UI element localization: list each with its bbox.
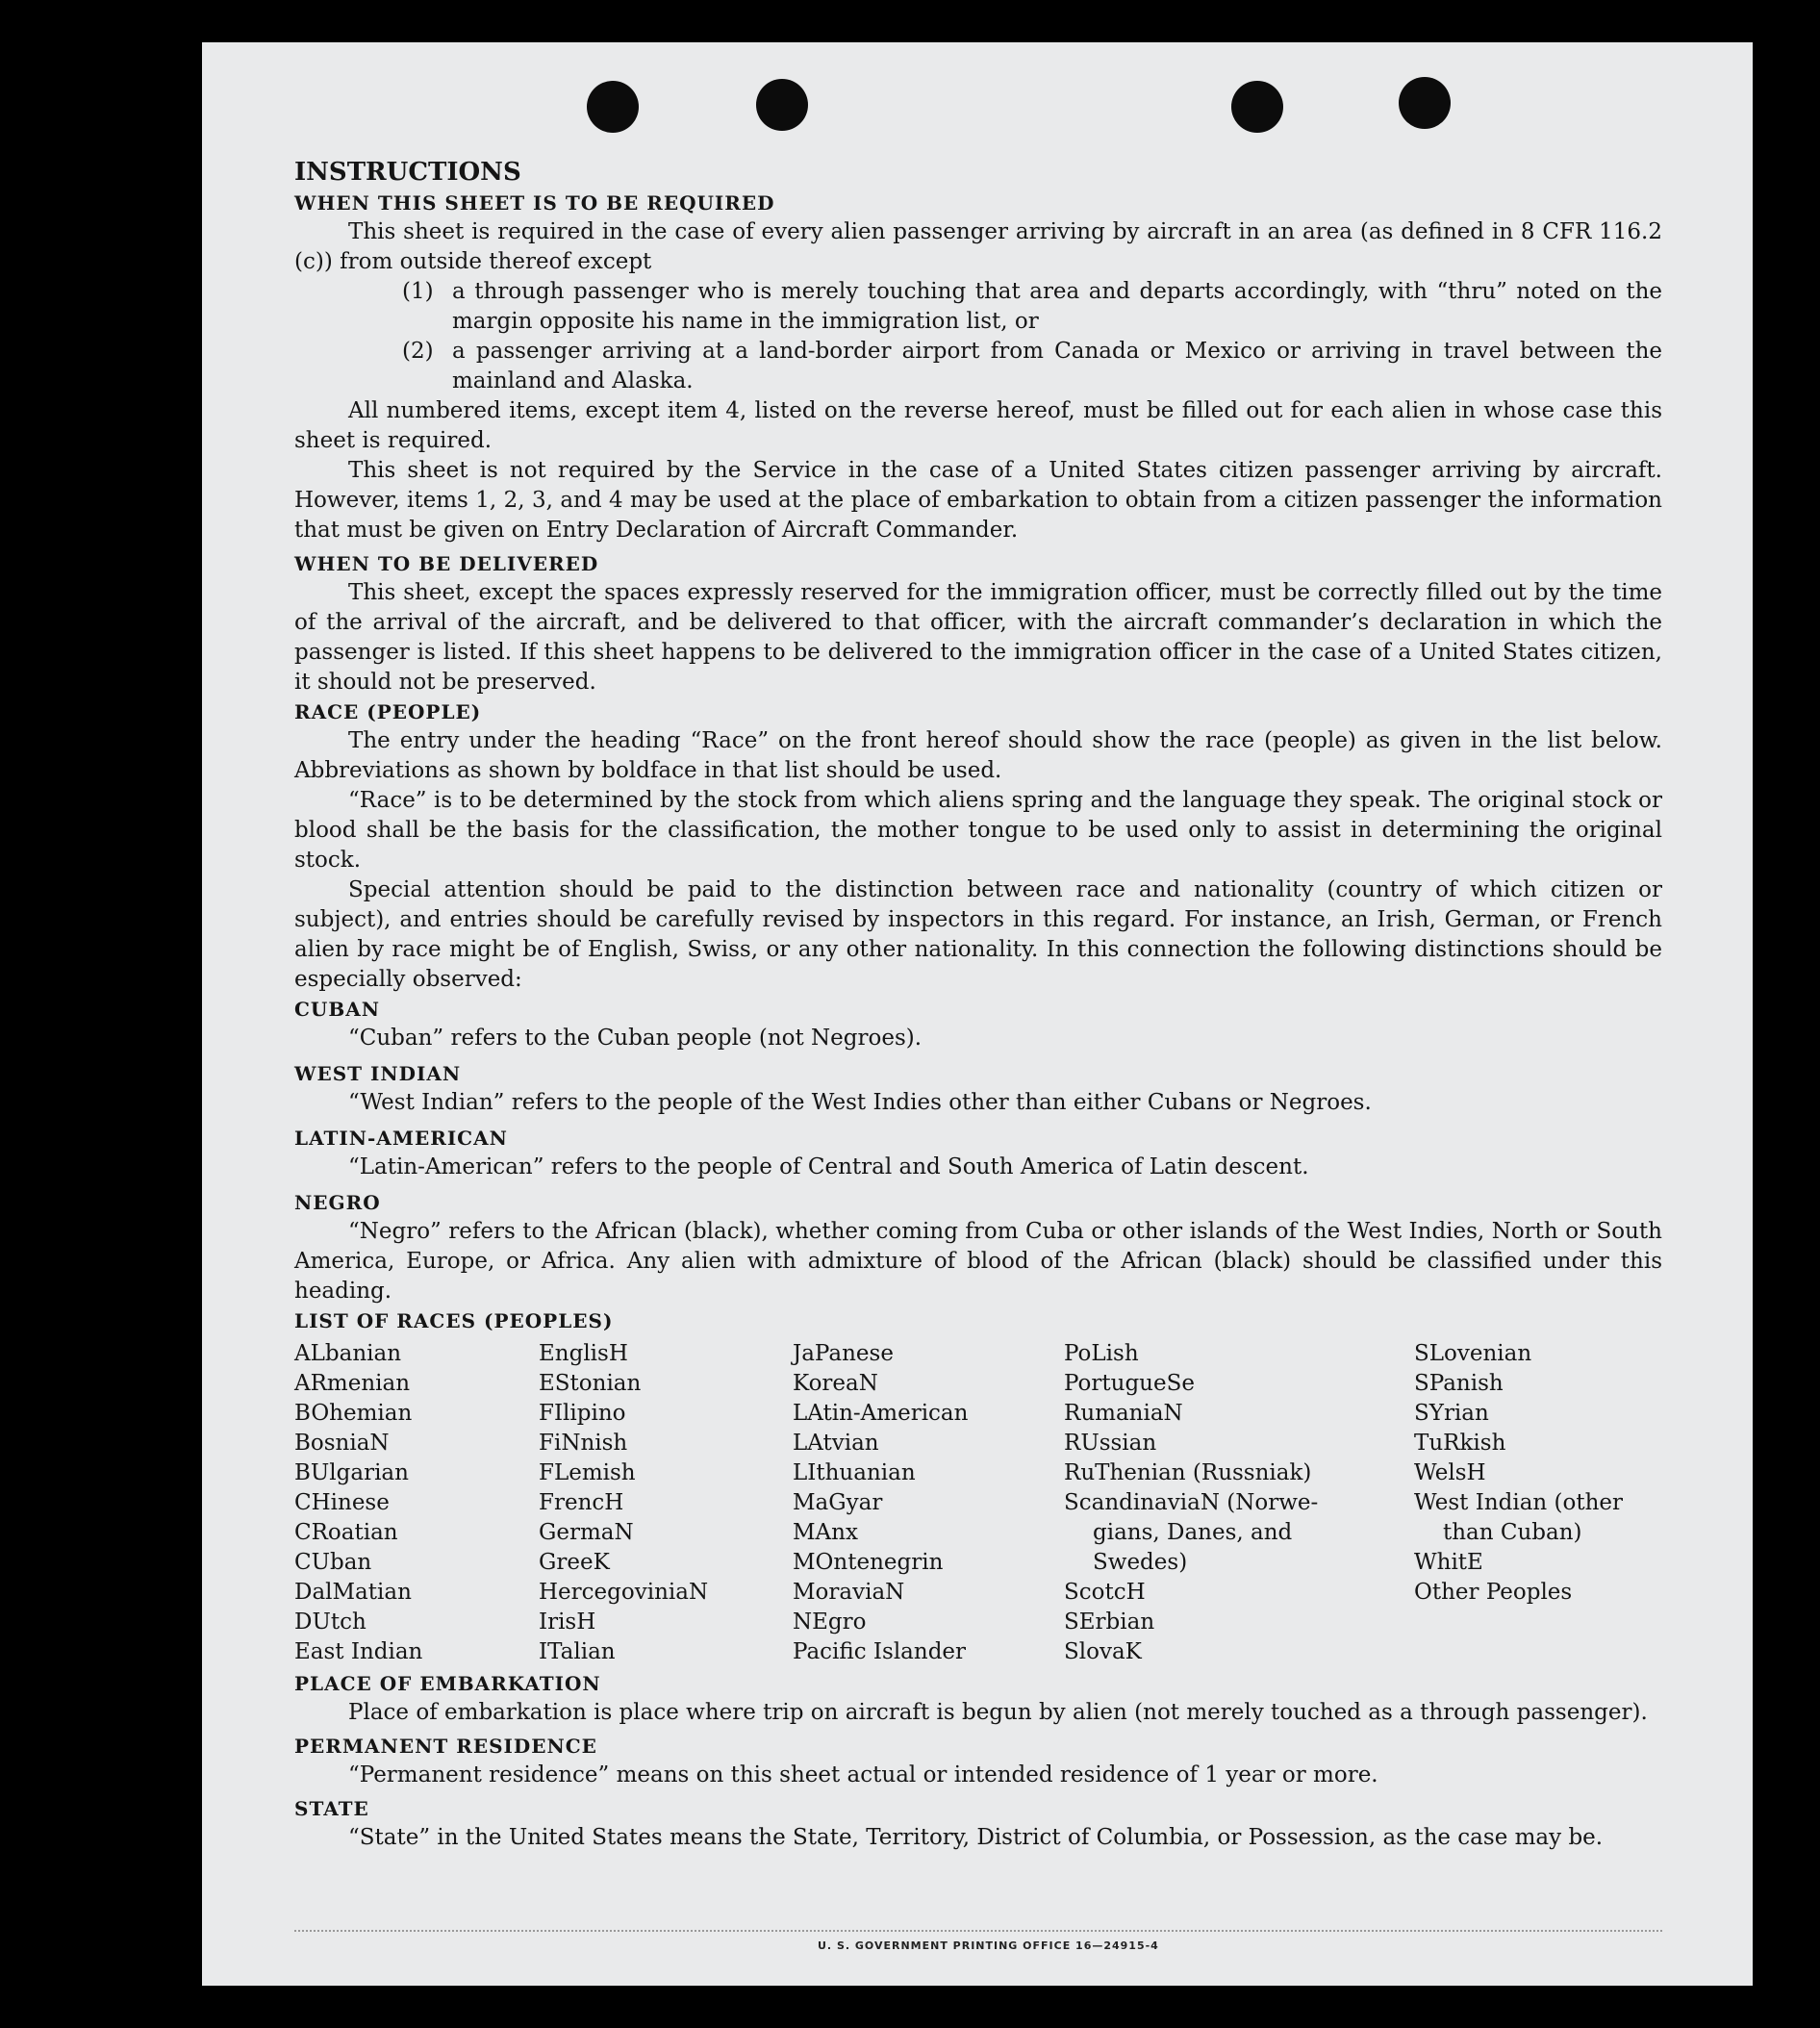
punch-hole xyxy=(1231,81,1283,133)
race-entry: MoraviaN xyxy=(793,1580,905,1605)
race-entry: Other Peoples xyxy=(1414,1580,1573,1605)
race-entry: SlovaK xyxy=(1064,1639,1142,1664)
race-entry: LIthuanian xyxy=(793,1460,916,1485)
race-entry: HercegoviniaN xyxy=(539,1580,709,1605)
paragraph: “Race” is to be determined by the stock from which aliens spring and the language they speak. The original stock or blood shall be the basis for the classification, the mother tongue to be used only to assist in determining the original stock. xyxy=(294,788,1662,873)
race-entry: East Indian xyxy=(294,1639,423,1664)
race-entry: GreeK xyxy=(539,1550,610,1575)
paragraph: “Negro” refers to the African (black), whether coming from Cuba or other islands of the West Indies, North or South America, Europe, or Africa. Any alien with admixture of blood of the African (black) should be classified under this heading. xyxy=(294,1219,1662,1304)
race-entry: CUban xyxy=(294,1550,372,1575)
section-heading: PERMANENT RESIDENCE xyxy=(294,1735,597,1758)
race-entry: MaGyar xyxy=(793,1490,883,1515)
section-heading: LIST OF RACES (PEOPLES) xyxy=(294,1309,614,1332)
section-heading: WEST INDIAN xyxy=(294,1062,462,1085)
paragraph: “State” in the United States means the State, Territory, District of Columbia, or Possession, as the case may be. xyxy=(348,1825,1604,1850)
race-entry: than Cuban) xyxy=(1443,1520,1582,1545)
document-sheet xyxy=(202,42,1753,1986)
race-entry: SPanish xyxy=(1414,1371,1504,1396)
section-heading: NEGRO xyxy=(294,1191,381,1214)
list-item xyxy=(402,277,1662,337)
race-entry: PortugueSe xyxy=(1064,1371,1195,1396)
race-entry: FIlipino xyxy=(539,1401,626,1426)
page-title: INSTRUCTIONS xyxy=(294,158,521,187)
race-entry: TuRkish xyxy=(1414,1431,1506,1456)
race-entry: CHinese xyxy=(294,1490,390,1515)
race-entry: KoreaN xyxy=(793,1371,878,1396)
race-entry: BosniaN xyxy=(294,1431,390,1456)
paragraph: This sheet, except the spaces expressly reserved for the immigration officer, must be correctly filled out by the time of the arrival of the aircraft, and be delivered to that officer, with the aircraft commander’s declaration in which the passenger is listed. If this sheet happens to be delivered to the immigration officer in the case of a United States citizen, it should not be preserved. xyxy=(294,580,1662,695)
race-entry: LAtin-American xyxy=(793,1401,969,1426)
race-entry: BUlgarian xyxy=(294,1460,409,1485)
paragraph: “Latin-American” refers to the people of Central and South America of Latin descent. xyxy=(348,1154,1309,1179)
race-entry: WelsH xyxy=(1414,1460,1486,1485)
section-heading: PLACE OF EMBARKATION xyxy=(294,1672,601,1695)
paragraph: “Cuban” refers to the Cuban people (not Negroes). xyxy=(348,1026,923,1051)
race-entry: CRoatian xyxy=(294,1520,398,1545)
races-column xyxy=(294,1339,539,1667)
race-entry: FLemish xyxy=(539,1460,636,1485)
section-heading: CUBAN xyxy=(294,998,381,1021)
item-number: (1) xyxy=(402,279,434,304)
paragraph: The entry under the heading “Race” on the front hereof should show the race (people) as given in the list below. Abbreviations as shown by boldface in that list should be used. xyxy=(294,728,1662,783)
race-entry: ITalian xyxy=(539,1639,616,1664)
race-entry: MAnx xyxy=(793,1520,858,1545)
race-entry: GermaN xyxy=(539,1520,634,1545)
race-entry: RUssian xyxy=(1064,1431,1157,1456)
list-item xyxy=(402,337,1662,396)
printer-imprint: U. S. GOVERNMENT PRINTING OFFICE 16—24915-4 xyxy=(818,1939,1159,1952)
race-entry: ALbanian xyxy=(294,1341,402,1366)
paragraph: All numbered items, except item 4, listed on the reverse hereof, must be filled out for each alien in whose case this sheet is required. xyxy=(294,398,1662,453)
race-entry: SLovenian xyxy=(1414,1341,1532,1366)
race-entry: EStonian xyxy=(539,1371,642,1396)
races-column xyxy=(539,1339,793,1667)
paragraph: “West Indian” refers to the people of the West Indies other than either Cubans or Negroes. xyxy=(348,1090,1372,1115)
paragraph: This sheet is required in the case of every alien passenger arriving by aircraft in an area (as defined in 8 CFR 116.2 (c)) from outside thereof except xyxy=(294,219,1662,274)
paragraph: Special attention should be paid to the distinction between race and nationality (country of which citizen or subject), and entries should be carefully revised by inspectors in this regard. For instance, an Irish, German, or French alien by race might be of English, Swiss, or any other nationality. In this connection the following distinctions should be especially observed: xyxy=(294,877,1662,992)
item-text: a through passenger who is merely touching that area and departs accordingly, with “thru” noted on the margin opposite his name in the immigration list, or xyxy=(452,279,1662,334)
item-number: (2) xyxy=(402,339,434,364)
race-entry: FrencH xyxy=(539,1490,624,1515)
race-entry: SYrian xyxy=(1414,1401,1489,1426)
race-entry: Swedes) xyxy=(1093,1550,1188,1575)
paragraph: This sheet is not required by the Service in the case of a United States citizen passenger arriving by aircraft. However, items 1, 2, 3, and 4 may be used at the place of embarkation to obtain from a citizen passenger the information that must be given on Entry Declaration of Aircraft Commander. xyxy=(294,458,1662,543)
race-entry: PoLish xyxy=(1064,1341,1139,1366)
race-entry: FiNnish xyxy=(539,1431,628,1456)
section-heading: RACE (PEOPLE) xyxy=(294,700,482,723)
race-entry: NEgro xyxy=(793,1610,867,1635)
race-entry: West Indian (other xyxy=(1414,1490,1624,1515)
race-entry: ScotcH xyxy=(1064,1580,1146,1605)
race-entry: IrisH xyxy=(539,1610,596,1635)
races-column xyxy=(1064,1339,1414,1667)
section-heading: WHEN TO BE DELIVERED xyxy=(294,552,599,575)
paragraph: Place of embarkation is place where trip on aircraft is begun by alien (not merely touched as a through passenger). xyxy=(348,1700,1648,1725)
paragraph: “Permanent residence” means on this sheet actual or intended residence of 1 year or more. xyxy=(348,1762,1378,1787)
race-entry: BOhemian xyxy=(294,1401,413,1426)
punch-hole xyxy=(756,79,808,131)
race-entry: gians, Danes, and xyxy=(1093,1520,1293,1545)
instructions-content xyxy=(294,156,1662,1853)
race-entry: ScandinaviaN (Norwe- xyxy=(1064,1490,1319,1515)
race-entry: WhitE xyxy=(1414,1550,1483,1575)
races-list xyxy=(294,1339,1662,1667)
race-entry: RuThenian (Russniak) xyxy=(1064,1460,1312,1485)
race-entry: Pacific Islander xyxy=(793,1639,967,1664)
race-entry: SErbian xyxy=(1064,1610,1155,1635)
race-entry: JaPanese xyxy=(793,1341,894,1366)
race-entry: RumaniaN xyxy=(1064,1401,1183,1426)
section-heading: STATE xyxy=(294,1797,369,1820)
race-entry: DUtch xyxy=(294,1610,367,1635)
item-text: a passenger arriving at a land-border airport from Canada or Mexico or arriving in travel between the mainland and Alaska. xyxy=(452,339,1662,393)
section-heading: WHEN THIS SHEET IS TO BE REQUIRED xyxy=(294,191,775,215)
race-entry: EnglisH xyxy=(539,1341,628,1366)
section-heading: LATIN-AMERICAN xyxy=(294,1127,508,1150)
race-entry: DalMatian xyxy=(294,1580,412,1605)
race-entry: LAtvian xyxy=(793,1431,879,1456)
punch-hole xyxy=(1399,77,1451,129)
footer-rule xyxy=(294,1930,1662,1932)
punch-hole xyxy=(587,81,639,133)
race-entry: ARmenian xyxy=(294,1371,411,1396)
race-entry: MOntenegrin xyxy=(793,1550,944,1575)
races-column xyxy=(793,1339,1064,1667)
races-column xyxy=(1414,1339,1662,1667)
